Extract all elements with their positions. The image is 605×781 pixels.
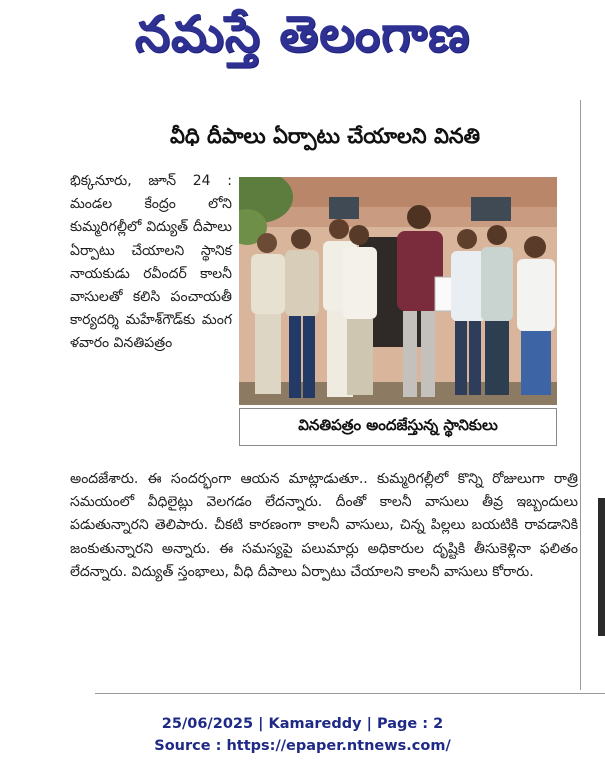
article-photo xyxy=(239,177,557,405)
footer-source-link[interactable]: Source : https://epaper.ntnews.com/ xyxy=(154,738,451,754)
adjacent-photo-edge xyxy=(598,498,605,636)
footer-date-edition-page: 25/06/2025 | Kamareddy | Page : 2 xyxy=(161,716,444,732)
photo-caption: వినతిపత్రం అందజేస్తున్న స్థానికులు xyxy=(239,408,557,446)
bottom-divider xyxy=(95,693,605,694)
page-footer xyxy=(0,713,605,757)
article-headline: వీధి దీపాలు ఏర్పాటు చేయాలని వినతి xyxy=(169,124,481,148)
masthead-title: నమస్తే తెలంగాణ xyxy=(134,4,471,63)
masthead xyxy=(0,0,605,80)
article-body-full-width: అందజేశారు. ఈ సందర్భంగా ఆయన మాట్లాడుతూ.. కుమ్మరిగల్లీలో కొన్ని రోజులుగా రాత్రి సమయంలో వీధిలైట్లు వెలగడం లేదన్నారు. దీంతో కాలనీ వాసులు తీవ్ర ఇబ్బందులు పడుతున్నారని తెలిపారు. చీకటి కారణంగా కాలనీ వాసులు, చిన్న పిల్లలు బయటికి రావడానికి జంకుతున్నారని అన్నారు. ఈ సమస్యపై పలుమార్లు అధికారుల దృష్టికి తీసుకెళ్లినా ఫలితం లేదన్నారు. విద్యుత్ స్తంభాలు, వీధి దీపాలు ఏర్పాటు చేయాలని కాలనీ వాసులు కోరారు. xyxy=(70,471,578,580)
column-divider xyxy=(580,100,581,690)
clipped-previous-text xyxy=(70,92,370,102)
article-body-left-column: భిక్కనూరు, జూన్ 24 : మండల కేంద్రం లోని కుమ్మరిగల్లీలో విద్యుత్ దీపాలు ఏర్పాటు చేయాలని స్థానిక నాయకుడు రవీందర్ కాలనీ వాసులతో కలిసి పంచాయతీ కార్యదర్శి మహేశ్‌గౌడ్‌కు మంగ ళవారం వినతిపత్రం xyxy=(70,173,232,352)
